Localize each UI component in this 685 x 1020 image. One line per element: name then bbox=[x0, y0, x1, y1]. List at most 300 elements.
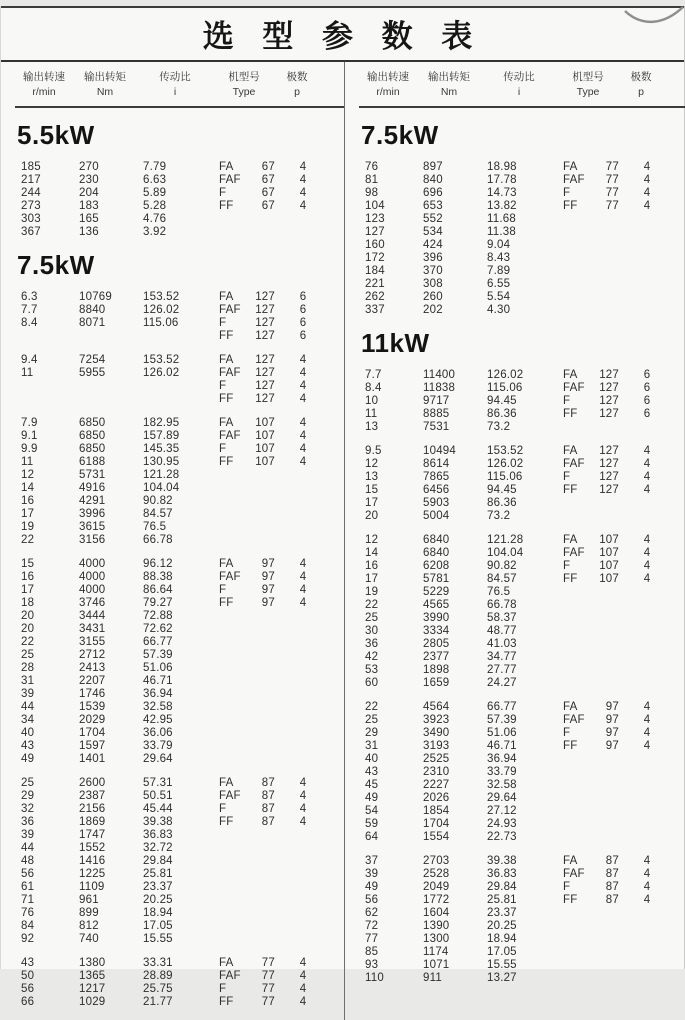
output-torque-value: 1747 bbox=[79, 829, 106, 841]
type-prefix-value bbox=[219, 675, 255, 688]
table-row bbox=[21, 842, 344, 855]
poles-value bbox=[281, 868, 325, 881]
ratio-value: 29.64 bbox=[143, 753, 173, 765]
poles-value: 4 bbox=[643, 855, 651, 867]
output-torque-value bbox=[79, 393, 143, 406]
table-row bbox=[365, 304, 685, 317]
type-prefix-value: FA bbox=[563, 369, 578, 381]
type-prefix-value: F bbox=[219, 187, 227, 199]
table-row bbox=[365, 972, 685, 985]
poles-value bbox=[281, 881, 325, 894]
power-section-title: 7.5kW bbox=[17, 250, 95, 280]
header-ratio-label: 传动比 bbox=[159, 71, 191, 83]
output-speed-value: 17 bbox=[365, 573, 379, 585]
output-torque-value: 6850 bbox=[79, 417, 106, 429]
output-speed-value: 32 bbox=[21, 803, 35, 815]
poles-value: 4 bbox=[643, 868, 651, 880]
table-row bbox=[365, 547, 685, 560]
type-size-value bbox=[255, 649, 281, 662]
table-row bbox=[365, 933, 685, 946]
type-size-value: 107 bbox=[599, 534, 619, 546]
ratio-value: 25.75 bbox=[143, 983, 173, 995]
output-torque-value: 4000 bbox=[79, 584, 106, 596]
output-speed-value: 221 bbox=[365, 278, 385, 290]
output-speed-value: 16 bbox=[21, 495, 35, 507]
table-row bbox=[365, 766, 685, 779]
ratio-value: 48.77 bbox=[487, 625, 517, 637]
ratio-value: 28.89 bbox=[143, 970, 173, 982]
type-size-value bbox=[255, 842, 281, 855]
output-speed-value: 8.4 bbox=[365, 382, 382, 394]
type-size-value: 107 bbox=[599, 560, 619, 572]
ratio-value: 13.82 bbox=[487, 200, 517, 212]
poles-value bbox=[281, 469, 325, 482]
output-speed-value: 29 bbox=[21, 790, 35, 802]
poles-value bbox=[625, 638, 669, 651]
type-size-value bbox=[255, 482, 281, 495]
ratio-value: 36.94 bbox=[487, 753, 517, 765]
poles-value: 4 bbox=[299, 456, 307, 468]
type-prefix-value bbox=[219, 855, 255, 868]
type-prefix-value bbox=[219, 894, 255, 907]
output-speed-value: 15 bbox=[365, 484, 379, 496]
output-torque-value: 1300 bbox=[423, 933, 450, 945]
table-row bbox=[21, 894, 344, 907]
ratio-value: 39.38 bbox=[143, 816, 173, 828]
poles-value: 6 bbox=[643, 395, 651, 407]
header-output-torque-label: 输出转矩 bbox=[428, 71, 470, 83]
output-speed-value: 22 bbox=[21, 534, 35, 546]
output-speed-value: 49 bbox=[365, 881, 379, 893]
table-row bbox=[21, 291, 344, 304]
ratio-value: 32.72 bbox=[143, 842, 173, 854]
table-row bbox=[21, 521, 344, 534]
poles-value bbox=[281, 213, 325, 226]
output-speed-value: 7.7 bbox=[21, 304, 38, 316]
type-prefix-value: FAF bbox=[563, 714, 585, 726]
output-torque-value: 6208 bbox=[423, 560, 450, 572]
power-section-title: 11kW bbox=[361, 328, 430, 358]
type-size-value bbox=[255, 714, 281, 727]
type-size-value: 77 bbox=[261, 957, 275, 969]
type-size-value bbox=[255, 469, 281, 482]
output-torque-value: 204 bbox=[79, 187, 99, 199]
output-speed-value: 217 bbox=[21, 174, 41, 186]
output-speed-value: 9.1 bbox=[21, 430, 38, 442]
poles-value bbox=[625, 946, 669, 959]
table-row bbox=[21, 226, 344, 239]
output-torque-value: 911 bbox=[423, 972, 442, 984]
type-prefix-value bbox=[219, 482, 255, 495]
type-size-value bbox=[255, 881, 281, 894]
ratio-value: 96.12 bbox=[143, 558, 173, 570]
type-prefix-value: FA bbox=[219, 558, 234, 570]
type-size-value bbox=[255, 226, 281, 239]
type-prefix-value: F bbox=[219, 584, 227, 596]
right-panel bbox=[344, 62, 685, 1020]
poles-value: 4 bbox=[299, 430, 307, 442]
type-prefix-value bbox=[563, 625, 599, 638]
table-row bbox=[21, 855, 344, 868]
poles-value bbox=[625, 510, 669, 523]
table-row bbox=[21, 174, 344, 187]
output-torque-value: 2805 bbox=[423, 638, 450, 650]
type-size-value: 107 bbox=[255, 430, 275, 442]
type-prefix-value: FAF bbox=[219, 790, 241, 802]
type-size-value bbox=[599, 818, 625, 831]
output-torque-value: 1174 bbox=[423, 946, 449, 958]
table-row bbox=[365, 369, 685, 382]
output-torque-value: 2387 bbox=[79, 790, 106, 802]
table-row bbox=[21, 920, 344, 933]
output-torque-value: 4565 bbox=[423, 599, 450, 611]
ratio-value: 66.78 bbox=[143, 534, 173, 546]
type-prefix-value bbox=[219, 226, 255, 239]
header-type-label: 机型号 bbox=[228, 71, 260, 83]
type-size-value bbox=[255, 740, 281, 753]
type-size-value bbox=[599, 779, 625, 792]
section-blocks bbox=[1, 291, 344, 1009]
table-row bbox=[365, 868, 685, 881]
type-size-value bbox=[255, 521, 281, 534]
ratio-value: 5.89 bbox=[143, 187, 167, 199]
type-prefix-value: FF bbox=[219, 456, 234, 468]
ratio-value: 84.57 bbox=[143, 508, 173, 520]
table-row bbox=[21, 161, 344, 174]
ratio-value: 17.05 bbox=[487, 946, 517, 958]
ratio-value: 24.27 bbox=[487, 677, 517, 689]
ratio-value: 23.37 bbox=[143, 881, 173, 893]
output-torque-value: 4564 bbox=[423, 701, 450, 713]
output-speed-value: 42 bbox=[365, 651, 379, 663]
type-size-value bbox=[599, 933, 625, 946]
output-torque-value: 899 bbox=[79, 907, 99, 919]
data-block bbox=[345, 701, 685, 844]
poles-value bbox=[625, 831, 669, 844]
ratio-value: 104.04 bbox=[143, 482, 180, 494]
output-torque-value: 2525 bbox=[423, 753, 450, 765]
output-torque-value: 6840 bbox=[423, 534, 450, 546]
ratio-value: 50.51 bbox=[143, 790, 173, 802]
type-prefix-value: FAF bbox=[219, 970, 241, 982]
type-size-value bbox=[599, 304, 625, 317]
type-prefix-value: FF bbox=[219, 330, 234, 342]
type-prefix-value bbox=[563, 586, 599, 599]
page-curl-mark bbox=[624, 6, 684, 28]
type-size-value: 77 bbox=[605, 161, 619, 173]
table-row bbox=[21, 881, 344, 894]
table-row bbox=[21, 777, 344, 790]
output-torque-value: 370 bbox=[423, 265, 443, 277]
ratio-value bbox=[143, 380, 219, 393]
output-speed-value: 12 bbox=[365, 458, 379, 470]
output-speed-value: 71 bbox=[21, 894, 35, 906]
ratio-value: 45.44 bbox=[143, 803, 173, 815]
table-row bbox=[21, 430, 344, 443]
table-row bbox=[365, 187, 685, 200]
table-row bbox=[365, 881, 685, 894]
table-row bbox=[365, 265, 685, 278]
ratio-value: 9.04 bbox=[487, 239, 511, 251]
output-speed-value: 49 bbox=[365, 792, 379, 804]
output-speed-value: 14 bbox=[21, 482, 35, 494]
table-row bbox=[365, 792, 685, 805]
table-row bbox=[21, 330, 344, 343]
output-torque-value: 4916 bbox=[79, 482, 106, 494]
output-torque-value: 653 bbox=[423, 200, 443, 212]
type-size-value: 127 bbox=[255, 291, 275, 303]
header-output-torque bbox=[73, 69, 137, 98]
ratio-value: 33.79 bbox=[487, 766, 517, 778]
ratio-value: 6.63 bbox=[143, 174, 167, 186]
output-torque-value: 1898 bbox=[423, 664, 450, 676]
type-size-value bbox=[599, 972, 625, 985]
table-row bbox=[21, 957, 344, 970]
table-row bbox=[365, 445, 685, 458]
poles-value: 4 bbox=[643, 187, 651, 199]
output-torque-value: 812 bbox=[79, 920, 99, 932]
ratio-value: 42.95 bbox=[143, 714, 173, 726]
poles-value bbox=[625, 599, 669, 612]
type-prefix-value bbox=[219, 842, 255, 855]
type-prefix-value: FA bbox=[219, 417, 234, 429]
header-ratio bbox=[137, 69, 213, 98]
table-row bbox=[365, 625, 685, 638]
poles-value: 4 bbox=[643, 547, 651, 559]
output-torque-value: 1390 bbox=[423, 920, 450, 932]
ratio-value: 73.2 bbox=[487, 510, 511, 522]
output-speed-value: 10 bbox=[365, 395, 379, 407]
ratio-value: 145.35 bbox=[143, 443, 180, 455]
poles-value: 4 bbox=[299, 161, 307, 173]
ratio-value: 29.84 bbox=[487, 881, 517, 893]
type-prefix-value: F bbox=[563, 187, 571, 199]
type-size-value bbox=[255, 610, 281, 623]
type-prefix-value bbox=[563, 599, 599, 612]
ratio-value: 15.55 bbox=[143, 933, 173, 945]
type-prefix-value bbox=[219, 469, 255, 482]
poles-value: 4 bbox=[643, 894, 651, 906]
data-block bbox=[1, 417, 344, 547]
poles-value: 4 bbox=[643, 881, 651, 893]
type-prefix-value bbox=[563, 766, 599, 779]
ratio-value: 126.02 bbox=[487, 369, 524, 381]
type-size-value: 67 bbox=[261, 161, 275, 173]
type-size-value: 97 bbox=[261, 558, 275, 570]
type-prefix-value: F bbox=[563, 471, 571, 483]
poles-value bbox=[281, 894, 325, 907]
type-size-value bbox=[599, 946, 625, 959]
output-torque-value: 2310 bbox=[423, 766, 450, 778]
output-speed-value: 56 bbox=[365, 894, 379, 906]
type-size-value: 107 bbox=[255, 456, 275, 468]
type-size-value: 77 bbox=[261, 983, 275, 995]
output-speed-value: 84 bbox=[21, 920, 35, 932]
type-prefix-value: FF bbox=[563, 484, 578, 496]
table-row bbox=[21, 213, 344, 226]
table-row bbox=[21, 623, 344, 636]
column-headers bbox=[15, 62, 344, 108]
output-speed-value: 14 bbox=[365, 547, 379, 559]
type-prefix-value bbox=[219, 534, 255, 547]
output-speed-value: 77 bbox=[365, 933, 379, 945]
type-prefix-value: FF bbox=[563, 573, 578, 585]
output-torque-value: 2156 bbox=[79, 803, 106, 815]
table-row bbox=[21, 367, 344, 380]
type-prefix-value bbox=[219, 829, 255, 842]
output-torque-value: 3155 bbox=[79, 636, 106, 648]
poles-value: 4 bbox=[299, 816, 307, 828]
type-size-value: 107 bbox=[255, 417, 275, 429]
header-output-torque-unit: Nm bbox=[96, 86, 114, 98]
type-prefix-value: F bbox=[219, 983, 227, 995]
type-size-value bbox=[255, 868, 281, 881]
type-prefix-value bbox=[563, 421, 599, 434]
table-row bbox=[21, 584, 344, 597]
table-row bbox=[21, 317, 344, 330]
output-torque-value: 3923 bbox=[423, 714, 450, 726]
type-size-value bbox=[599, 252, 625, 265]
type-size-value bbox=[599, 766, 625, 779]
ratio-value: 126.02 bbox=[143, 367, 180, 379]
output-speed-value: 303 bbox=[21, 213, 41, 225]
type-prefix-value: FAF bbox=[563, 382, 585, 394]
ratio-value: 46.71 bbox=[143, 675, 173, 687]
output-speed-value: 29 bbox=[365, 727, 379, 739]
poles-value: 4 bbox=[299, 417, 307, 429]
type-prefix-value: FAF bbox=[563, 868, 585, 880]
ratio-value: 8.43 bbox=[487, 252, 511, 264]
header-type-unit: Type bbox=[576, 86, 600, 98]
table-row bbox=[365, 959, 685, 972]
type-size-value bbox=[599, 831, 625, 844]
output-torque-value bbox=[79, 380, 143, 393]
output-torque-value: 3990 bbox=[423, 612, 450, 624]
output-torque-value: 3431 bbox=[79, 623, 106, 635]
output-speed-value: 13 bbox=[365, 471, 379, 483]
output-torque-value: 2227 bbox=[423, 779, 450, 791]
table-row bbox=[365, 920, 685, 933]
ratio-value: 36.83 bbox=[487, 868, 517, 880]
poles-value bbox=[281, 842, 325, 855]
table-row bbox=[365, 174, 685, 187]
table-row bbox=[365, 291, 685, 304]
type-prefix-value bbox=[219, 740, 255, 753]
type-prefix-value bbox=[563, 252, 599, 265]
type-size-value: 67 bbox=[261, 174, 275, 186]
type-size-value: 127 bbox=[599, 458, 619, 470]
output-speed-value: 44 bbox=[21, 842, 35, 854]
type-prefix-value bbox=[219, 727, 255, 740]
ratio-value: 66.77 bbox=[143, 636, 173, 648]
table-row bbox=[21, 187, 344, 200]
poles-value: 4 bbox=[643, 740, 651, 752]
type-size-value bbox=[255, 675, 281, 688]
output-speed-value: 16 bbox=[21, 571, 35, 583]
type-prefix-value bbox=[219, 920, 255, 933]
type-size-value bbox=[255, 636, 281, 649]
type-prefix-value: F bbox=[219, 317, 227, 329]
output-torque-value: 6188 bbox=[79, 456, 106, 468]
table-row bbox=[21, 469, 344, 482]
output-speed-value: 127 bbox=[365, 226, 385, 238]
type-size-value bbox=[255, 894, 281, 907]
output-torque-value: 1554 bbox=[423, 831, 450, 843]
output-speed-value: 36 bbox=[21, 816, 35, 828]
type-prefix-value bbox=[563, 638, 599, 651]
output-torque-value: 3193 bbox=[423, 740, 450, 752]
output-torque-value: 6850 bbox=[79, 430, 106, 442]
ratio-value: 27.12 bbox=[487, 805, 517, 817]
output-speed-value: 34 bbox=[21, 714, 35, 726]
table-row bbox=[21, 508, 344, 521]
type-prefix-value bbox=[563, 612, 599, 625]
poles-value bbox=[281, 508, 325, 521]
type-size-value bbox=[599, 638, 625, 651]
table-row bbox=[365, 664, 685, 677]
output-speed-value: 31 bbox=[21, 675, 35, 687]
output-speed-value: 25 bbox=[21, 777, 35, 789]
output-torque-value: 6840 bbox=[423, 547, 450, 559]
table-row bbox=[21, 868, 344, 881]
poles-value bbox=[625, 805, 669, 818]
type-size-value: 107 bbox=[599, 547, 619, 559]
poles-value: 4 bbox=[643, 471, 651, 483]
right-panel-sections bbox=[345, 108, 685, 985]
poles-value: 4 bbox=[643, 701, 651, 713]
type-prefix-value: FA bbox=[219, 777, 234, 789]
output-torque-value: 1109 bbox=[79, 881, 105, 893]
output-speed-value bbox=[21, 393, 79, 406]
table-row bbox=[365, 599, 685, 612]
output-speed-value: 9.5 bbox=[365, 445, 382, 457]
type-prefix-value: FA bbox=[563, 701, 578, 713]
type-prefix-value bbox=[219, 933, 255, 946]
type-size-value bbox=[599, 753, 625, 766]
type-size-value: 77 bbox=[261, 970, 275, 982]
output-torque-value: 1217 bbox=[79, 983, 106, 995]
ratio-value: 39.38 bbox=[487, 855, 517, 867]
output-speed-value: 11 bbox=[21, 367, 34, 379]
output-torque-value: 740 bbox=[79, 933, 99, 945]
power-section-title: 7.5kW bbox=[361, 120, 439, 150]
output-torque-value: 1539 bbox=[79, 701, 106, 713]
poles-value: 4 bbox=[299, 957, 307, 969]
type-size-value: 97 bbox=[261, 597, 275, 609]
poles-value: 4 bbox=[299, 571, 307, 583]
type-size-value: 97 bbox=[605, 740, 619, 752]
ratio-value: 11.38 bbox=[487, 226, 516, 238]
type-size-value bbox=[255, 508, 281, 521]
output-speed-value: 7.7 bbox=[365, 369, 382, 381]
output-speed-value: 123 bbox=[365, 213, 385, 225]
type-size-value: 77 bbox=[605, 187, 619, 199]
output-torque-value: 6456 bbox=[423, 484, 450, 496]
type-prefix-value: FA bbox=[563, 445, 578, 457]
header-output-speed-label: 输出转速 bbox=[23, 71, 65, 83]
poles-value: 6 bbox=[299, 330, 307, 342]
catalog-page bbox=[0, 6, 685, 1008]
type-prefix-value bbox=[219, 701, 255, 714]
type-prefix-value: F bbox=[219, 803, 227, 815]
table-row bbox=[21, 534, 344, 547]
output-speed-value: 244 bbox=[21, 187, 41, 199]
poles-value bbox=[281, 829, 325, 842]
ratio-value: 5.54 bbox=[487, 291, 511, 303]
poles-value: 4 bbox=[299, 393, 307, 405]
output-torque-value: 2049 bbox=[423, 881, 450, 893]
type-size-value: 127 bbox=[255, 304, 275, 316]
